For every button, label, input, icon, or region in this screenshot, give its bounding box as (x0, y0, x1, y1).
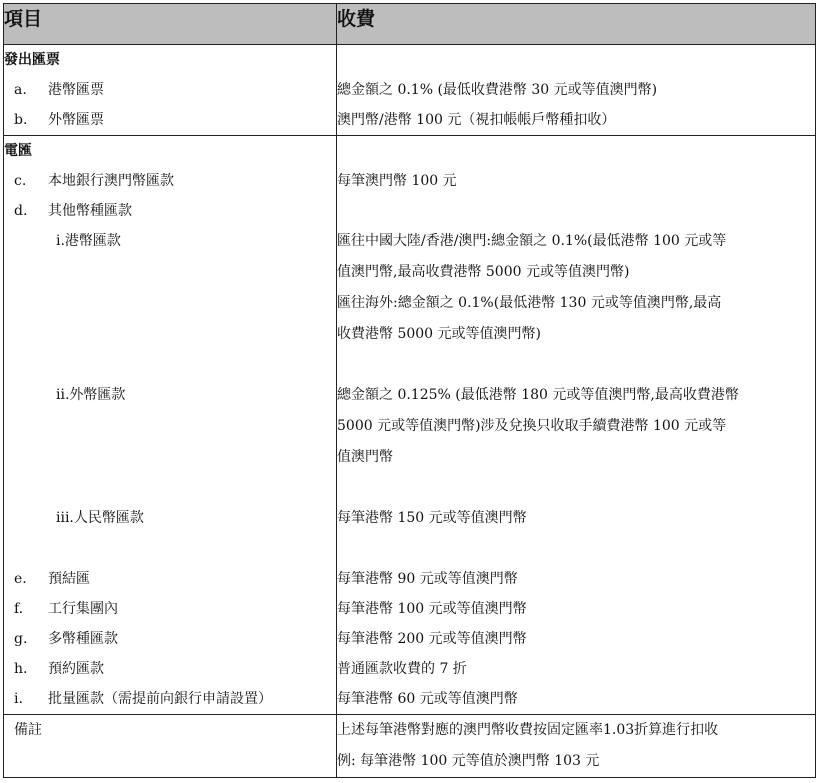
section-row-draft (4, 45, 816, 76)
header-fee: 收費 (337, 4, 816, 45)
row-letter: f. (14, 601, 24, 617)
row-fee (337, 503, 816, 564)
table-row (4, 684, 816, 715)
row-item-name: i.港幣匯款 (56, 233, 121, 249)
fee-line: 匯往海外:總金額之 0.1%(最低港幣 130 元或等值澳門幣,最高 (337, 295, 722, 311)
fee-line: 5000 元或等值澳門幣)涉及兌換只收取手續費港幣 100 元或等 (337, 418, 727, 434)
section-title-draft: 發出匯票 (4, 45, 337, 76)
row-item-name: 預結匯 (48, 571, 90, 587)
row-item-name: 其他幣種匯款 (48, 203, 132, 219)
table-row (4, 624, 816, 654)
row-letter: i. (14, 691, 23, 707)
row-letter: d. (14, 203, 28, 219)
header-item: 項目 (4, 4, 337, 45)
fee-line: 收費港幣 5000 元或等值澳門幣) (337, 326, 541, 342)
row-item-name: ii.外幣匯款 (56, 387, 126, 403)
row-item-name: 工行集團內 (48, 601, 118, 617)
row-fee: 總金額之 0.1% (最低收費港幣 30 元或等值澳門幣) (337, 75, 816, 105)
row-fee: 每筆港幣 90 元或等值澳門幣 (337, 564, 816, 594)
row-fee: 每筆港幣 100 元或等值澳門幣 (337, 594, 816, 624)
row-fee: 每筆港幣 200 元或等值澳門幣 (337, 624, 816, 654)
row-fee: 澳門幣/港幣 100 元（視扣帳帳戶幣種扣收） (337, 105, 816, 136)
row-letter: b. (14, 112, 28, 128)
fee-line: 值澳門幣 (337, 449, 393, 465)
fee-line: 每筆港幣 150 元或等值澳門幣 (337, 510, 527, 526)
row-item-name: iii.人民幣匯款 (56, 510, 144, 526)
note-line: 例: 每筆港幣 100 元等值於澳門幣 103 元 (337, 753, 600, 769)
table-row (4, 226, 816, 380)
fee-line: 匯往中國大陸/香港/澳門:總金額之 0.1%(最低港幣 100 元或等 (337, 233, 727, 249)
fee-line: 值澳門幣,最高收費港幣 5000 元或等值澳門幣) (337, 264, 630, 280)
row-item-name: 本地銀行澳門幣匯款 (48, 173, 174, 189)
row-item-name: 港幣匯票 (48, 82, 104, 98)
section-title-wire: 電匯 (4, 136, 337, 167)
section-row-wire (4, 136, 816, 167)
row-fee: 每筆港幣 60 元或等值澳門幣 (337, 684, 816, 715)
row-letter: g. (14, 631, 28, 647)
table-row (4, 105, 816, 136)
table-row (4, 654, 816, 684)
table-row (4, 564, 816, 594)
table-row (4, 380, 816, 503)
note-text (337, 715, 816, 778)
fee-line: 總金額之 0.125% (最低港幣 180 元或等值澳門幣,最高收費港幣 (337, 387, 739, 403)
row-item-name: 批量匯款（需提前向銀行申請設置） (48, 691, 272, 707)
table-row (4, 196, 816, 226)
row-fee (337, 380, 816, 503)
row-fee: 普通匯款收費的 7 折 (337, 654, 816, 684)
row-letter: a. (14, 82, 27, 98)
table-row (4, 503, 816, 564)
table-header-row (4, 4, 816, 45)
row-letter: e. (14, 571, 27, 587)
table-row (4, 166, 816, 196)
note-row (4, 715, 816, 778)
row-item-name: 外幣匯票 (48, 112, 104, 128)
row-letter: h. (14, 661, 28, 677)
row-fee: 每筆澳門幣 100 元 (337, 166, 816, 196)
row-item-name: 多幣種匯款 (48, 631, 118, 647)
row-letter: c. (14, 173, 27, 189)
row-fee (337, 226, 816, 380)
table-row (4, 594, 816, 624)
table-row (4, 75, 816, 105)
row-item-name: 預約匯款 (48, 661, 104, 677)
note-label: 備註 (14, 722, 42, 738)
fee-table (3, 3, 816, 778)
note-line: 上述每筆港幣對應的澳門幣收費按固定匯率1.03折算進行扣收 (337, 722, 719, 738)
